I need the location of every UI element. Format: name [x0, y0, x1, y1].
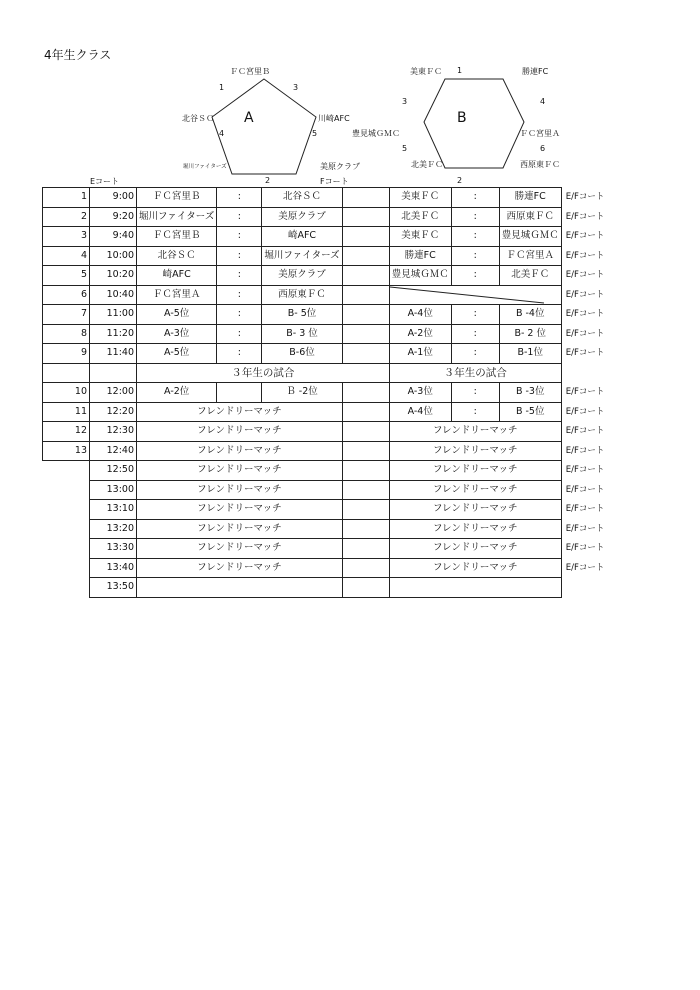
- spacer-cell: [342, 519, 389, 539]
- third-grade-label-e: ３年生の試合: [137, 363, 390, 383]
- blank-cell: [43, 558, 90, 578]
- table-row: [43, 422, 622, 442]
- table-row: [43, 227, 622, 247]
- e-friendly-match: フレンドリーマッチ: [137, 480, 343, 500]
- table-row: [43, 363, 622, 383]
- f-away-team: B -5位: [499, 402, 561, 422]
- e-separator: :: [217, 324, 262, 344]
- e-separator: :: [217, 227, 262, 247]
- match-number: 5: [43, 266, 90, 286]
- e-friendly-match: フレンドリーマッチ: [137, 402, 343, 422]
- f-empty-slot: [389, 285, 561, 305]
- group-a-court: Eコート: [90, 177, 120, 186]
- spacer-cell: [342, 461, 389, 481]
- e-away-team: B- 5位: [262, 305, 342, 325]
- court-label: E/Fコート: [565, 406, 605, 417]
- f-away-team: B- 2 位: [499, 324, 561, 344]
- group-b-num-3: 3: [402, 97, 408, 106]
- match-time: 11:40: [90, 344, 137, 364]
- match-number: 1: [43, 188, 90, 208]
- f-separator: :: [451, 344, 499, 364]
- f-home-team: A-1位: [389, 344, 451, 364]
- e-home-team: A-5位: [137, 344, 217, 364]
- group-b-num-1: 1: [457, 66, 463, 75]
- court-label: E/Fコート: [565, 426, 605, 437]
- group-b-num-4: 4: [540, 97, 546, 106]
- group-b-team-1: 美東ＦＣ: [410, 67, 442, 76]
- table-row: [43, 324, 622, 344]
- table-row: [43, 188, 622, 208]
- spacer-cell: [342, 383, 389, 403]
- f-friendly-match: フレンドリーマッチ: [389, 461, 561, 481]
- e-friendly-match: フレンドリーマッチ: [137, 539, 343, 559]
- f-away-team: B -4位: [499, 305, 561, 325]
- group-a-letter: A: [244, 110, 254, 126]
- group-a-team-2: 川崎AFC: [318, 114, 350, 123]
- third-grade-label-f: ３年生の試合: [389, 363, 561, 383]
- match-number: 4: [43, 246, 90, 266]
- match-time: 13:30: [90, 539, 137, 559]
- match-time: 10:20: [90, 266, 137, 286]
- f-away-team: B-1位: [499, 344, 561, 364]
- e-home-team: ＦＣ宮里Ａ: [137, 285, 217, 305]
- court-label: E/Fコート: [565, 309, 605, 320]
- f-separator: :: [451, 207, 499, 227]
- e-friendly-match: フレンドリーマッチ: [137, 441, 343, 461]
- f-separator: :: [451, 402, 499, 422]
- court-label: E/Fコート: [565, 445, 605, 456]
- table-row: [43, 266, 622, 286]
- match-number: 2: [43, 207, 90, 227]
- f-separator: :: [451, 246, 499, 266]
- match-number: 10: [43, 383, 90, 403]
- group-a-num-5: 5: [312, 129, 318, 138]
- e-friendly-match: フレンドリーマッチ: [137, 519, 343, 539]
- match-time: 9:00: [90, 188, 137, 208]
- e-home-team: 北谷ＳＣ: [137, 246, 217, 266]
- spacer-cell: [342, 539, 389, 559]
- spacer-cell: [342, 402, 389, 422]
- table-row: [43, 441, 622, 461]
- match-number: 7: [43, 305, 90, 325]
- table-row: [43, 461, 622, 481]
- f-friendly-match: フレンドリーマッチ: [389, 480, 561, 500]
- spacer-cell: [342, 188, 389, 208]
- f-friendly-match: [389, 578, 561, 598]
- diagonal-line: [390, 286, 544, 304]
- court-label: E/Fコート: [565, 348, 605, 359]
- table-row: [43, 246, 622, 266]
- table-row: [43, 578, 622, 598]
- group-b-team-5: 北美ＦＣ: [411, 160, 443, 169]
- spacer-cell: [342, 207, 389, 227]
- blank-cell: [43, 480, 90, 500]
- e-away-team: B-6位: [262, 344, 342, 364]
- e-home-team: ＦＣ宮里Ｂ: [137, 227, 217, 247]
- e-separator: :: [217, 188, 262, 208]
- court-label: E/Fコート: [565, 289, 605, 300]
- e-friendly-match: フレンドリーマッチ: [137, 558, 343, 578]
- group-a-team-5: 北谷ＳＣ: [182, 114, 214, 123]
- spacer-cell: [342, 305, 389, 325]
- match-time: 9:20: [90, 207, 137, 227]
- spacer-cell: [342, 246, 389, 266]
- match-time: 10:00: [90, 246, 137, 266]
- match-number: 6: [43, 285, 90, 305]
- e-away-team: 崎AFC: [262, 227, 342, 247]
- e-friendly-match: [137, 578, 343, 598]
- match-number: 3: [43, 227, 90, 247]
- e-separator: :: [217, 305, 262, 325]
- spacer-cell: [342, 344, 389, 364]
- match-number: 11: [43, 402, 90, 422]
- court-label: E/Fコート: [565, 231, 605, 242]
- court-label: E/Fコート: [565, 250, 605, 261]
- f-away-team: 西原東ＦＣ: [499, 207, 561, 227]
- e-home-team: ＦＣ宮里Ｂ: [137, 188, 217, 208]
- pentagon-group-a: [212, 79, 316, 174]
- f-home-team: 北美ＦＣ: [389, 207, 451, 227]
- f-separator: :: [451, 188, 499, 208]
- match-number: 9: [43, 344, 90, 364]
- f-separator: :: [451, 227, 499, 247]
- court-label: E/Fコート: [565, 465, 605, 476]
- blank-cell: [43, 578, 90, 598]
- f-home-team: 豊見城ＧＭＣ: [389, 266, 451, 286]
- match-time: 13:40: [90, 558, 137, 578]
- court-label: E/Fコート: [565, 328, 605, 339]
- f-home-team: 美東ＦＣ: [389, 188, 451, 208]
- e-separator: :: [217, 285, 262, 305]
- table-row: [43, 480, 622, 500]
- match-number: 8: [43, 324, 90, 344]
- f-separator: :: [451, 305, 499, 325]
- e-home-team: A-2位: [137, 383, 217, 403]
- e-away-team: 西原東ＦＣ: [262, 285, 342, 305]
- table-row: [43, 344, 622, 364]
- f-friendly-match: フレンドリーマッチ: [389, 558, 561, 578]
- f-friendly-match: フレンドリーマッチ: [389, 422, 561, 442]
- f-away-team: ＦＣ宮里Ａ: [499, 246, 561, 266]
- spacer-cell: [342, 441, 389, 461]
- page-title: 4年生クラス: [44, 48, 112, 62]
- blank-cell: [43, 539, 90, 559]
- spacer-cell: [342, 578, 389, 598]
- table-row: [43, 539, 622, 559]
- match-time: 11:20: [90, 324, 137, 344]
- e-away-team: 美原クラブ: [262, 266, 342, 286]
- f-home-team: A-4位: [389, 402, 451, 422]
- f-home-team: 美東ＦＣ: [389, 227, 451, 247]
- court-label: [561, 363, 621, 383]
- spacer-cell: [342, 422, 389, 442]
- e-friendly-match: フレンドリーマッチ: [137, 461, 343, 481]
- match-time: 13:00: [90, 480, 137, 500]
- group-b-num-6: 6: [540, 144, 546, 153]
- group-a-num-3: 3: [293, 83, 299, 92]
- table-row: [43, 285, 622, 305]
- table-row: [43, 500, 622, 520]
- group-b-team-3: ＦＣ宮里Ａ: [520, 129, 560, 138]
- e-friendly-match: フレンドリーマッチ: [137, 500, 343, 520]
- table-row: [43, 519, 622, 539]
- blank-cell: [43, 363, 90, 383]
- match-time: 12:50: [90, 461, 137, 481]
- f-separator: :: [451, 266, 499, 286]
- group-b-court: Fコート: [320, 177, 349, 186]
- f-home-team: 勝連FC: [389, 246, 451, 266]
- table-row: [43, 402, 622, 422]
- spacer-cell: [342, 285, 389, 305]
- blank-cell: [43, 461, 90, 481]
- f-separator: :: [451, 383, 499, 403]
- f-away-team: 勝連FC: [499, 188, 561, 208]
- table-row: [43, 305, 622, 325]
- e-away-team: 北谷ＳＣ: [262, 188, 342, 208]
- blank-cell: [43, 500, 90, 520]
- spacer-cell: [342, 480, 389, 500]
- e-home-team: 崎AFC: [137, 266, 217, 286]
- match-time: 11:00: [90, 305, 137, 325]
- f-away-team: 豊見城ＧＭＣ: [499, 227, 561, 247]
- match-time: 12:20: [90, 402, 137, 422]
- table-row: [43, 383, 622, 403]
- group-b-team-2: 勝連FC: [522, 67, 549, 76]
- e-separator: :: [217, 266, 262, 286]
- e-home-team: A-5位: [137, 305, 217, 325]
- e-away-team: Ｂ -2位: [262, 383, 342, 403]
- match-time: 9:40: [90, 227, 137, 247]
- e-home-team: 堀川ファイターズ: [137, 207, 217, 227]
- f-separator: :: [451, 324, 499, 344]
- group-a-team-4: 堀川ファイターズ: [183, 164, 227, 170]
- f-home-team: A-2位: [389, 324, 451, 344]
- hexagon-group-b: [424, 79, 524, 168]
- f-friendly-match: フレンドリーマッチ: [389, 500, 561, 520]
- e-separator: :: [217, 344, 262, 364]
- spacer-cell: [342, 558, 389, 578]
- table-row: [43, 558, 622, 578]
- match-number: 12: [43, 422, 90, 442]
- e-separator: :: [217, 246, 262, 266]
- match-time: 12:30: [90, 422, 137, 442]
- table-row: [43, 207, 622, 227]
- group-a-team-1: ＦＣ宮里Ｂ: [230, 67, 270, 76]
- group-a-num-4: 4: [219, 129, 225, 138]
- blank-cell: [43, 519, 90, 539]
- court-label: E/Fコート: [565, 192, 605, 203]
- e-away-team: B- 3 位: [262, 324, 342, 344]
- f-home-team: A-3位: [389, 383, 451, 403]
- group-a-team-3: 美原クラブ: [320, 162, 360, 171]
- court-label: E/Fコート: [565, 562, 605, 573]
- court-label: E/Fコート: [565, 387, 605, 398]
- court-label: E/Fコート: [565, 543, 605, 554]
- group-b-letter: B: [457, 110, 467, 126]
- f-friendly-match: フレンドリーマッチ: [389, 441, 561, 461]
- match-number: 13: [43, 441, 90, 461]
- f-away-team: B -3位: [499, 383, 561, 403]
- spacer-cell: [342, 266, 389, 286]
- spacer-cell: [342, 500, 389, 520]
- match-time: 12:40: [90, 441, 137, 461]
- group-b-num-2: 2: [457, 176, 463, 185]
- court-label: [561, 578, 621, 598]
- group-a-num-1: 1: [219, 83, 225, 92]
- e-away-team: 美原クラブ: [262, 207, 342, 227]
- group-b-team-6: 豊見城ＧＭＣ: [352, 129, 400, 138]
- court-label: E/Fコート: [565, 270, 605, 281]
- court-label: E/Fコート: [565, 211, 605, 222]
- court-label: E/Fコート: [565, 484, 605, 495]
- e-away-team: 堀川ファイターズ: [262, 246, 342, 266]
- spacer-cell: [342, 324, 389, 344]
- match-time: 12:00: [90, 383, 137, 403]
- match-time: 10:40: [90, 285, 137, 305]
- f-friendly-match: フレンドリーマッチ: [389, 519, 561, 539]
- f-friendly-match: フレンドリーマッチ: [389, 539, 561, 559]
- f-home-team: A-4位: [389, 305, 451, 325]
- match-time: 13:50: [90, 578, 137, 598]
- e-home-team: A-3位: [137, 324, 217, 344]
- group-a-num-2: 2: [265, 176, 271, 185]
- group-b-team-4: 西原東ＦＣ: [520, 160, 560, 169]
- e-separator: [217, 383, 262, 403]
- match-time: 13:20: [90, 519, 137, 539]
- f-away-team: 北美ＦＣ: [499, 266, 561, 286]
- schedule-table: [42, 187, 622, 598]
- blank-cell: [90, 363, 137, 383]
- match-time: 13:10: [90, 500, 137, 520]
- spacer-cell: [342, 227, 389, 247]
- court-label: E/Fコート: [565, 504, 605, 515]
- e-separator: :: [217, 207, 262, 227]
- court-label: E/Fコート: [565, 523, 605, 534]
- group-b-num-5: 5: [402, 144, 408, 153]
- e-friendly-match: フレンドリーマッチ: [137, 422, 343, 442]
